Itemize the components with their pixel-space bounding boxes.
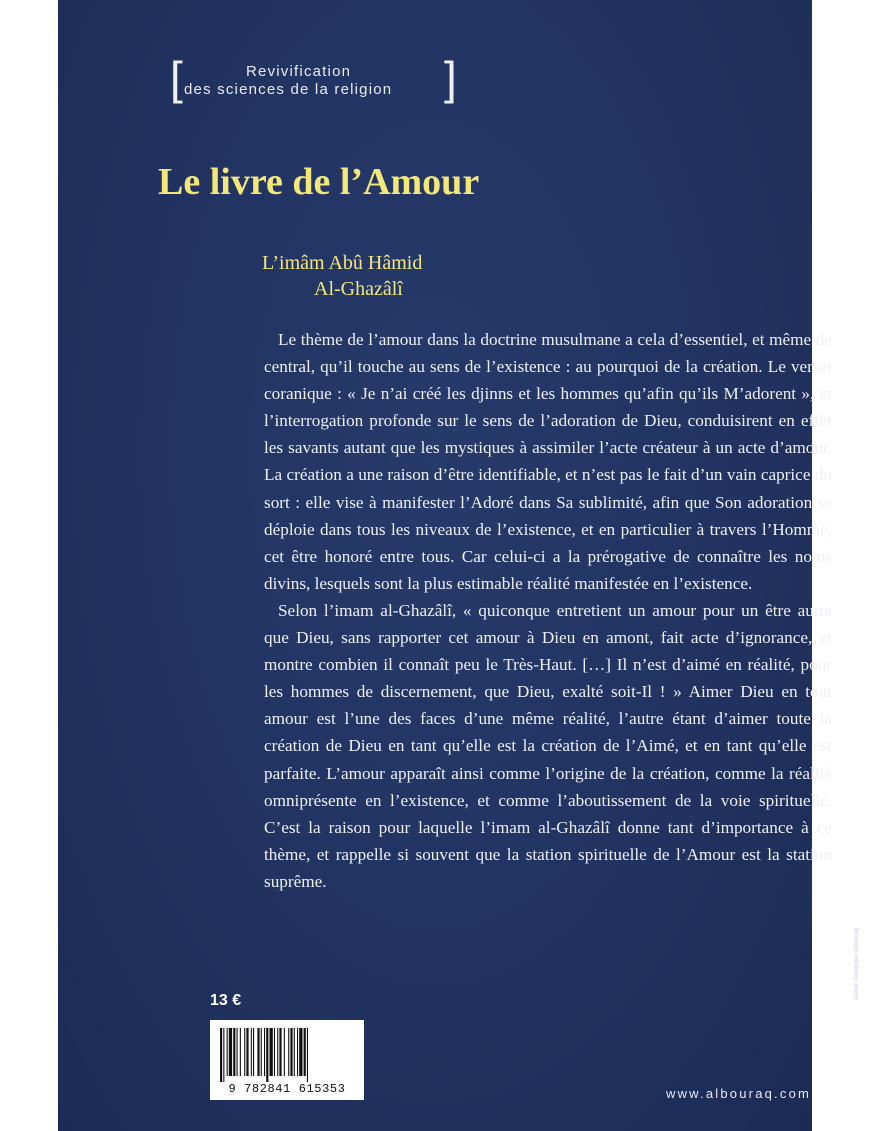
price-label: 13 € — [210, 992, 242, 1009]
barcode-bar — [277, 1028, 278, 1076]
blurb-paragraph-1: Le thème de l’amour dans la doctrine musulmane a cela d’essentiel, et même de central, qu’il touche au sens de l’existence : au pourquoi de la création. Le verset coranique : « Je n’ai créé les djinns et les hommes qu’afin qu’ils M’adorent », et l’interrogation profonde sur le sens de l’adoration de Dieu, conduisirent en effet les savants autant que les mystiques à assimiler l’acte créateur à un acte d’amour. La création a une raison d’être identifiable, et n’est pas le fait d’un vain caprice du sort : elle vise à manifester l’Adoré dans Sa sublimité, afin que Son adoration se déploie dans tous les niveaux de l’existence, et en particulier à travers l’Homme, cet être honoré entre tous. Car celui-ci a la prérogative de connaître les noms divins, lesquels sont la plus estimable réalité manifestée en l’existence. — [264, 330, 832, 593]
author-line-1: L’imâm Abû Hâmid — [262, 252, 423, 274]
barcode-bar — [297, 1028, 298, 1076]
series-line-1: Revivification — [246, 63, 352, 80]
barcode-bar — [264, 1028, 265, 1076]
barcode-bar — [240, 1028, 241, 1076]
design-credit: Atelier Graphique Albouraq — [854, 927, 860, 1000]
barcode-bar — [261, 1028, 262, 1076]
barcode-bars-icon — [218, 1028, 356, 1082]
barcode-bar — [270, 1028, 273, 1076]
left-bracket-icon: [ — [170, 52, 184, 104]
book-title: Le livre de l’Amour — [158, 161, 480, 203]
blurb-paragraph-2: Selon l’imam al-Ghazâlî, « quiconque entretient un amour pour un être autre que Dieu, sans rapporter cet amour à Dieu en amont, fait acte d’ignorance, et montre combien il connaît peu le Très-Haut. […] Il n’est d’aimé en réalité, pour les hommes de discernement, que Dieu, exalté soit-Il ! » Aimer Dieu en tout amour est l’une des faces d’une même réalité, l’autre étant d’aimer toute la création de Dieu en tant qu’elle est la création de l’Aimé, et en tant qu’elle est parfaite. L’amour apparaît ainsi comme l’origine de la création, comme la réalité omniprésente en l’existence, et comme l’aboutissement de la voie spirituelle. C’est la raison pour laquelle l’imam al-Ghazâlî donne tant d’importance à ce thème, et rappelle si souvent que la station spirituelle de l’Amour est la station suprême. — [264, 600, 832, 891]
barcode-bar — [251, 1028, 252, 1076]
barcode-bar — [244, 1028, 245, 1076]
barcode-bar — [290, 1028, 292, 1076]
back-cover — [58, 0, 860, 1131]
barcode-bar — [253, 1028, 254, 1076]
series-label — [170, 52, 458, 104]
barcode-bar — [233, 1028, 235, 1076]
barcode-bar — [299, 1028, 302, 1076]
blurb — [264, 326, 832, 895]
barcode-bar — [304, 1028, 306, 1076]
series-line-2: des sciences de la religion — [184, 81, 393, 98]
barcode-bar — [279, 1028, 281, 1076]
barcode-bar — [246, 1028, 248, 1076]
barcode — [210, 1020, 364, 1100]
barcode-bar — [294, 1028, 295, 1076]
isbn-number: 9 782841 615353 — [228, 1082, 346, 1096]
barcode-bar — [220, 1028, 222, 1082]
barcode-bar — [274, 1028, 275, 1076]
barcode-bar — [284, 1028, 285, 1076]
website-url: www.albouraq.com — [666, 1086, 812, 1101]
barcode-bar — [229, 1028, 232, 1076]
barcode-bar — [307, 1028, 308, 1082]
barcode-bar — [223, 1028, 224, 1082]
barcode-bar — [237, 1028, 238, 1076]
right-bracket-icon: ] — [444, 52, 458, 104]
barcode-bar — [257, 1028, 259, 1076]
barcode-bar — [227, 1028, 228, 1076]
barcode-bar — [266, 1028, 268, 1082]
barcode-bar — [288, 1028, 289, 1076]
author-line-2: Al-Ghazâlî — [314, 278, 403, 300]
